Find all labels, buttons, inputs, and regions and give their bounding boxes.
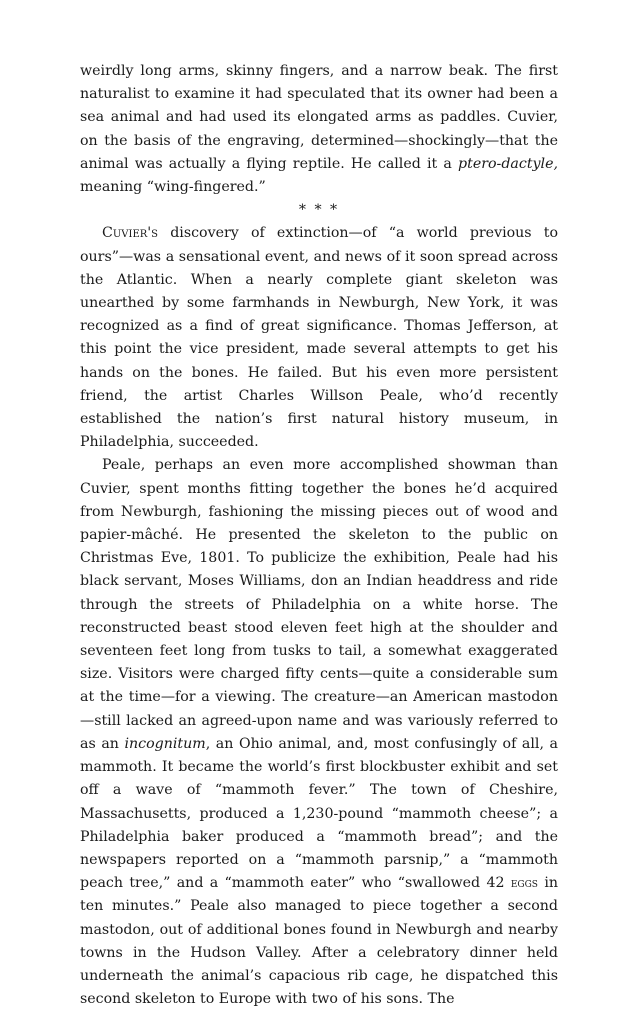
paragraph-peale <box>80 454 558 1011</box>
paragraph-pterodactyl <box>80 60 558 199</box>
text-run: in ten minutes.” Peale also managed to piece together a second mastodon, out of additional bones found in Newburgh and nearby towns in the Hudson Valley. After a celebratory dinner held underneath the animal’s capacious rib cage, he dispatched this second skeleton to Europe with two of his sons. The <box>80 875 558 1008</box>
text-run: meaning “wing-fingered.” <box>80 179 266 196</box>
text-run: weirdly long arms, skinny fingers, and a narrow beak. The first naturalist to examine it had speculated that its owner had been a sea animal and had used its elongated arms as paddles. Cuvier, on the basis of the engraving, determined—shockingly—that the animal was actually a flying reptile. He called it a <box>80 63 558 172</box>
paragraph-extinction <box>80 222 558 454</box>
small-caps-word: eggs <box>510 876 538 892</box>
text-run: discovery of extinction—of “a world previous to ours”—was a sensational event, and news of it soon spread across the Atlantic. When a nearly complete giant skeleton was unearthed by some farmhands in Newburgh, New York, it was recognized as a find of great significance. Thomas Jefferson, at this point the vice president, made several attempts to get his hands on the bones. He failed. But his even more persistent friend, the artist Charles Willson Peale, who’d recently established the nation’s first natural history museum, in Philadelphia, succeeded. <box>80 225 558 451</box>
text-run: , an Ohio animal, and, most confusingly of all, a mammoth. It became the world’s first blockbuster exhibit and set off a wave of “mammoth fever.” The town of Cheshire, Massachusetts, produced a 1,230-pound “mammoth cheese”; a Philadelphia baker produced a “mammoth bread”; and the newspapers reported on a “mammoth parsnip,” a “mammoth peach tree,” and a “mammoth eater” who “swallowed 42 <box>80 735 559 892</box>
italic-term: ptero-dactyle, <box>458 155 558 172</box>
small-caps-lead: Cuvier's <box>102 225 159 242</box>
text-run: Peale, perhaps an even more accomplished showman than Cuvier, spent months fitting together the bones he’d acquired from Newburgh, fashioning the missing pieces out of wood and papier-mâché. He presented the skeleton to the public on Christmas Eve, 1801. To publicize the exhibition, Peale had his black servant, Moses Williams, don an Indian headdress and ride through the streets of Philadelphia on a white horse. The reconstructed beast stood eleven feet high at the shoulder and seventeen feet long from tusks to tail, a somewhat exaggerated size. Visitors were charged fifty cents—quite a considerable sum at the time—for a viewing. The creature—an American mastodon—still lacked an agreed-upon name and was variously referred to as an <box>80 457 558 752</box>
italic-term: incognitum <box>124 735 206 752</box>
section-break: * * * <box>298 202 340 219</box>
book-page <box>80 60 558 1011</box>
